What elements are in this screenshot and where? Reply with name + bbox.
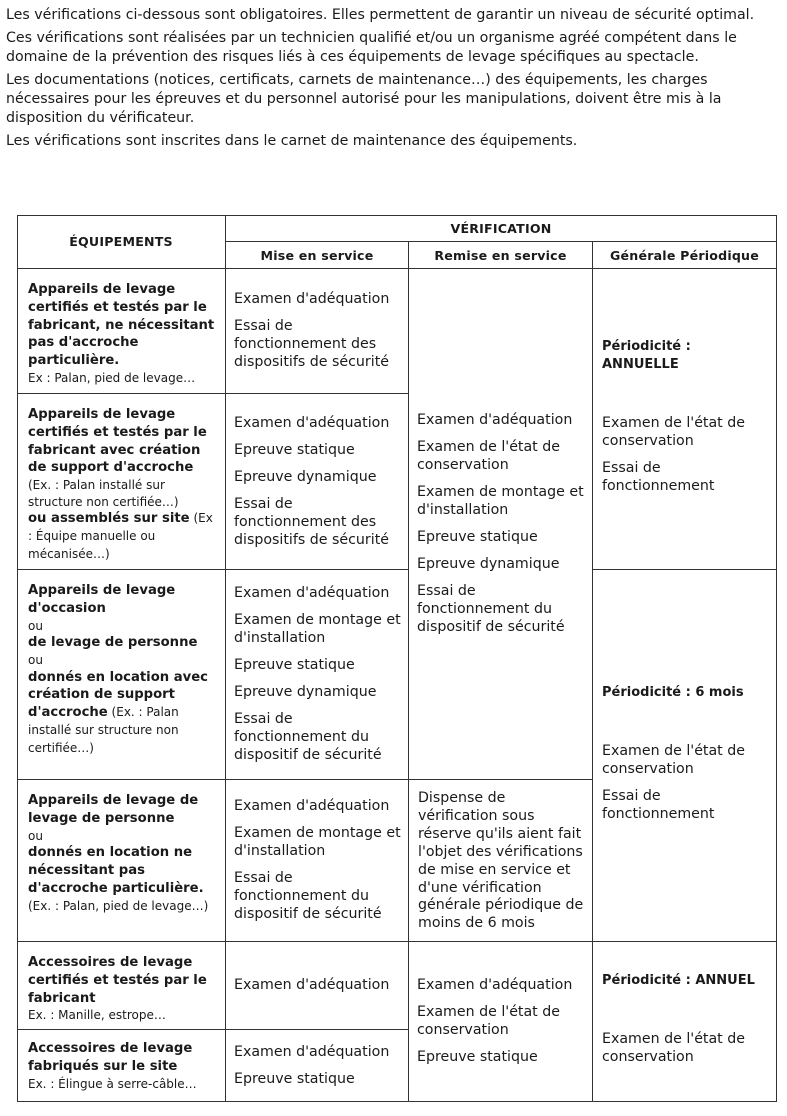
verification-table [17,215,777,1102]
verification-item: Essai de fonctionnement du dispositif de sécurité [417,583,565,635]
periodicity-label: Périodicité : ANNUELLE [602,339,691,372]
equipment-cell [17,942,226,1030]
verification-item: Epreuve statique [417,529,538,545]
header-generale-periodique: Générale Périodique [593,242,777,269]
periodicity-label: Périodicité : 6 mois [602,684,744,700]
verification-item: Examen d'adéquation [417,412,573,428]
equipment-name: Appareils de levage certifiés et testés par le fabricant avec création de support d'accroche [28,407,207,476]
remise-en-service-cell [409,942,593,1102]
intro-text [6,6,784,155]
equipment-connector: ou [28,652,43,667]
generale-periodique-cell [593,269,777,570]
mise-en-service-cell [226,269,409,394]
mise-en-service-cell [226,570,409,780]
verification-item: Epreuve statique [234,657,355,673]
verification-item: Examen d'adéquation [234,1043,390,1060]
verification-item: Examen de l'état de conservation [417,439,560,473]
equipment-name: Appareils de levage de levage de personne [28,793,199,826]
intro-paragraph: Ces vérifications sont réalisées par un technicien qualifié et/ou un organisme agréé compétent dans le domaine de la prévention des risques liés à ces équipements de levage spécifiques au spectacle. [6,30,737,65]
verification-item: Examen d'adéquation [417,977,573,993]
equipment-name: Accessoires de levage fabriqués sur le site [28,1041,193,1074]
verification-item: Essai de fonctionnement du dispositif de sécurité [234,711,382,763]
verification-item: Essai de fonctionnement [602,460,715,494]
verification-item: Examen de l'état de conservation [602,1031,745,1065]
header-remise-en-service: Remise en service [409,242,593,269]
verification-item: Examen de l'état de conservation [417,1004,560,1038]
verification-item: Epreuve statique [234,441,355,458]
verification-item: Examen d'adéquation [234,977,390,993]
periodicity-label: Périodicité : ANNUEL [602,973,755,988]
equipment-cell [17,394,226,570]
equipment-example: (Ex. : Palan installé sur structure non certifiée…) [28,478,179,509]
equipment-example: (Ex : Équipe manuelle ou mécanisée…) [28,511,213,561]
equipment-cell [17,780,226,942]
equipment-example: Ex : Palan, pied de levage… [28,370,196,385]
verification-item: Essai de fonctionnement des dispositifs de sécurité [234,318,389,370]
verification-item: Examen de montage et d'installation [234,612,401,646]
verification-item: Epreuve statique [417,1049,538,1065]
equipment-connector: ou [28,828,43,843]
verification-item: Examen d'adéquation [234,414,390,431]
verification-item: Examen de montage et d'installation [234,825,401,859]
equipment-name: ou assemblés sur site [28,511,190,527]
intro-paragraph: Les vérifications sont inscrites dans le carnet de maintenance des équipements. [6,133,578,149]
verification-item: Examen de l'état de conservation [602,742,745,777]
equipment-cell [17,570,226,780]
mise-en-service-cell [226,394,409,570]
equipment-name: Appareils de levage d'occasion [28,583,176,616]
verification-item: Epreuve statique [234,1070,355,1087]
generale-periodique-cell [593,570,777,942]
mise-en-service-cell [226,942,409,1030]
remise-en-service-cell [409,269,593,780]
equipment-name: donnés en location ne nécessitant pas d'accroche particulière. [28,845,204,896]
equipment-cell [17,269,226,394]
mise-en-service-cell [226,780,409,942]
equipment-example: (Ex. : Palan installé sur structure non certifiée…) [28,705,179,755]
verification-item: Examen d'adéquation [234,291,390,307]
intro-paragraph: Les vérifications ci-dessous sont obligatoires. Elles permettent de garantir un niveau de sécurité optimal. [6,7,755,23]
header-mise-en-service: Mise en service [226,242,409,269]
verification-item: Essai de fonctionnement [602,787,715,822]
verification-item: Examen de montage et d'installation [417,484,584,518]
equipment-example: (Ex. : Palan, pied de levage…) [28,898,209,913]
verification-item: Epreuve dynamique [417,556,560,572]
verification-item: Examen de l'état de conservation [602,415,745,449]
equipment-name: Accessoires de levage certifiés et testés par le fabricant [28,955,207,1006]
verification-item: Examen d'adéquation [234,585,390,601]
header-equipements: ÉQUIPEMENTS [17,215,226,269]
verification-item: Epreuve dynamique [234,468,377,485]
equipment-name: de levage de personne [28,635,198,651]
mise-en-service-cell [226,1030,409,1102]
remise-en-service-cell [409,780,593,942]
equipment-connector: ou [28,618,43,633]
equipment-cell [17,1030,226,1102]
verification-item: Essai de fonctionnement du dispositif de sécurité [234,870,382,922]
dispense-text: Dispense de vérification sous réserve qu'ils aient fait l'objet des vérifications de mise en service et d'une vérification générale périodique de moins de 6 mois [418,790,584,932]
generale-periodique-cell [593,942,777,1102]
verification-item: Essai de fonctionnement des dispositifs de sécurité [234,495,389,548]
equipment-example: Ex. : Manille, estrope… [28,1008,166,1023]
verification-item: Epreuve dynamique [234,684,377,700]
equipment-name: Appareils de levage certifiés et testés par le fabricant, ne nécessitant pas d'accroche particulière. [28,282,215,369]
equipment-example: Ex. : Élingue à serre-câble… [28,1076,197,1091]
header-verification: VÉRIFICATION [226,215,777,242]
verification-item: Examen d'adéquation [234,798,390,814]
equipment-name: donnés en location avec création de support d'accroche [28,669,209,721]
intro-paragraph: Les documentations (notices, certificats, carnets de maintenance…) des équipements, les charges nécessaires pour les épreuves et du personnel autorisé pour les manipulations, doivent être mis à la disposition du vérificateur. [6,72,722,126]
